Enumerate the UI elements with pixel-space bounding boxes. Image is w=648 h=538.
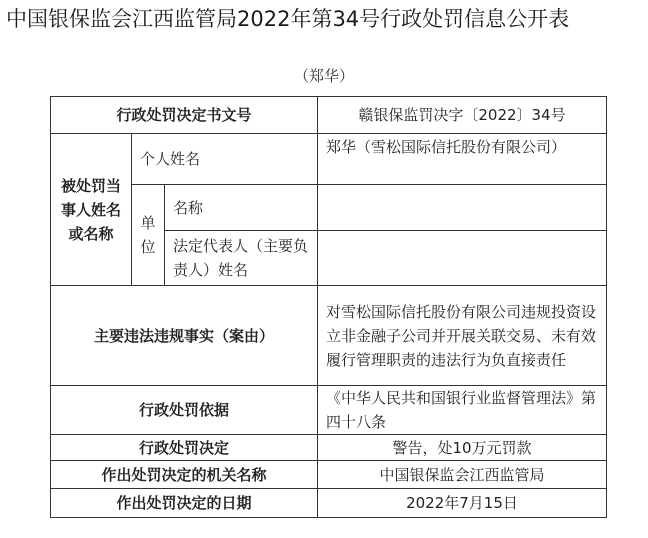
decision-no-label: 行政处罚决定书文号 <box>50 96 318 134</box>
date-label: 作出处罚决定的日期 <box>50 488 318 518</box>
page-title: 中国银保监会江西监管局2022年第34号行政处罚信息公开表 <box>6 7 570 31</box>
party-label: 被处罚当事人姓名或名称 <box>50 133 132 286</box>
decision-label: 行政处罚决定 <box>50 434 318 461</box>
basis-label: 行政处罚依据 <box>50 385 318 435</box>
legal-rep-label: 法定代表人（主要负责人）姓名 <box>164 230 318 286</box>
facts-label: 主要违法违规事实（案由） <box>50 285 318 386</box>
authority-label: 作出处罚决定的机关名称 <box>50 460 318 489</box>
individual-value: 郑华（雪松国际信托股份有限公司） <box>317 133 607 185</box>
legal-rep-value <box>317 230 607 286</box>
page-subtitle: （郑华） <box>293 67 354 85</box>
date-value: 2022年7月15日 <box>317 488 607 518</box>
unit-name-value <box>317 184 607 231</box>
unit-name-label: 名称 <box>164 184 318 231</box>
unit-label-char-1: 单 <box>140 214 156 232</box>
unit-label <box>131 184 165 286</box>
facts-value: 对雪松国际信托股份有限公司违规投资设立非金融子公司并开展关联交易、未有效履行管理职责的违法行为负直接责任 <box>317 285 607 386</box>
unit-label-char-2: 位 <box>140 238 156 256</box>
decision-value: 警告，处10万元罚款 <box>317 434 607 461</box>
basis-value: 《中华人民共和国银行业监督管理法》第四十八条 <box>317 385 607 435</box>
decision-no-value: 赣银保监罚决字〔2022〕34号 <box>317 96 607 134</box>
authority-value: 中国银保监会江西监管局 <box>317 460 607 489</box>
individual-label: 个人姓名 <box>131 133 318 185</box>
